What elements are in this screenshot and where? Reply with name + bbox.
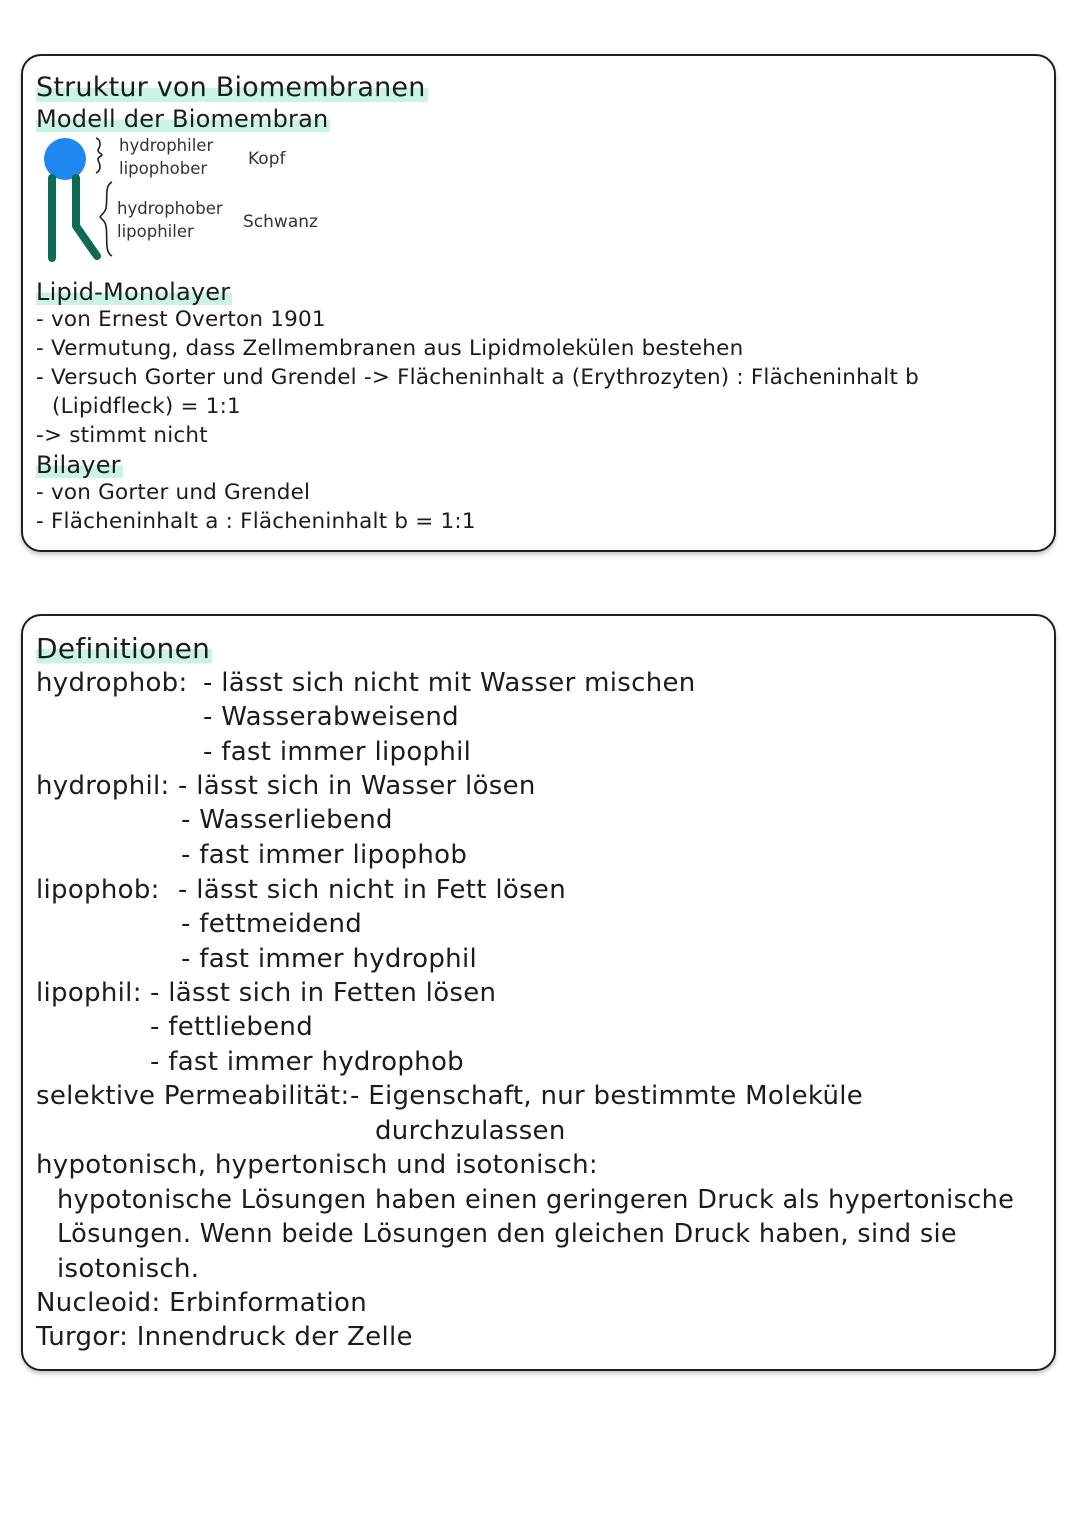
head-brace-icon xyxy=(96,138,102,173)
tail-label: Schwanz xyxy=(243,212,318,232)
definition-item: - lässt sich in Wasser lösen xyxy=(178,771,536,801)
definition-item: - fast immer hydrophil xyxy=(181,944,477,974)
term-hydrophil: hydrophil: xyxy=(36,771,170,801)
tail-property-1: hydrophober xyxy=(117,199,223,218)
monolayer-heading-text: Lipid-Monolayer xyxy=(36,278,231,306)
model-subtitle xyxy=(36,105,330,133)
definition-item: - lässt sich in Fetten lösen xyxy=(150,978,497,1008)
monolayer-line: (Lipidfleck) = 1:1 xyxy=(52,394,241,419)
phospholipid-diagram xyxy=(36,134,126,264)
definition-item: - Wasserliebend xyxy=(181,805,393,835)
definition-item: - fast immer hydrophob xyxy=(150,1047,464,1077)
tonicity-line: Lösungen. Wenn beide Lösungen den gleichen Druck haben, sind sie xyxy=(57,1219,957,1249)
term-lipophob: lipophob: xyxy=(36,875,160,905)
tail-property-2: lipophiler xyxy=(117,222,194,241)
monolayer-line: - von Ernest Overton 1901 xyxy=(36,307,326,332)
monolayer-line: - Vermutung, dass Zellmembranen aus Lipidmolekülen bestehen xyxy=(36,336,744,361)
phospholipid-tail-right xyxy=(76,178,97,256)
term-nucleoid: Nucleoid: Erbinformation xyxy=(36,1288,367,1318)
definition-item: - fast immer lipophob xyxy=(181,840,468,870)
bilayer-line: - von Gorter und Grendel xyxy=(36,480,311,505)
definition-item: durchzulassen xyxy=(375,1116,566,1146)
term-turgor: Turgor: Innendruck der Zelle xyxy=(36,1322,413,1352)
term-selective-permeability: selektive Permeabilität: xyxy=(36,1081,350,1111)
monolayer-line: - Versuch Gorter und Grendel -> Flächeninhalt a (Erythrozyten) : Flächeninhalt b xyxy=(36,365,919,390)
model-subtitle-text: Modell der Biomembran xyxy=(36,105,329,133)
tonicity-line: isotonisch. xyxy=(57,1254,200,1284)
definition-item: - fettliebend xyxy=(150,1012,314,1042)
tonicity-line: hypotonische Lösungen haben einen geringeren Druck als hypertonische xyxy=(57,1185,1015,1215)
definition-item: - Wasserabweisend xyxy=(203,702,459,732)
monolayer-heading xyxy=(36,278,232,306)
definitions-heading xyxy=(36,632,212,665)
definition-item: - fettmeidend xyxy=(181,909,363,939)
head-property-1: hydrophiler xyxy=(119,136,214,155)
definition-item: - Eigenschaft, nur bestimmte Moleküle xyxy=(350,1081,864,1111)
definitions-heading-text: Definitionen xyxy=(36,632,211,665)
head-label: Kopf xyxy=(248,149,286,169)
bilayer-heading xyxy=(36,451,123,479)
term-tonicity: hypotonisch, hypertonisch und isotonisch: xyxy=(36,1150,598,1180)
term-hydrophob: hydrophob: xyxy=(36,668,188,698)
term-lipophil: lipophil: xyxy=(36,978,142,1008)
definition-item: - lässt sich nicht in Fett lösen xyxy=(178,875,566,905)
card-title xyxy=(36,72,428,103)
bilayer-heading-text: Bilayer xyxy=(36,451,121,479)
tail-brace-icon xyxy=(100,182,112,256)
definition-item: - fast immer lipophil xyxy=(203,737,472,767)
definition-item: - lässt sich nicht mit Wasser mischen xyxy=(203,668,696,698)
bilayer-line: - Flächeninhalt a : Flächeninhalt b = 1:1 xyxy=(36,509,476,534)
monolayer-conclusion: -> stimmt nicht xyxy=(36,423,208,448)
phospholipid-head xyxy=(44,138,86,180)
head-property-2: lipophober xyxy=(119,159,208,178)
card-title-text: Struktur von Biomembranen xyxy=(36,72,426,103)
